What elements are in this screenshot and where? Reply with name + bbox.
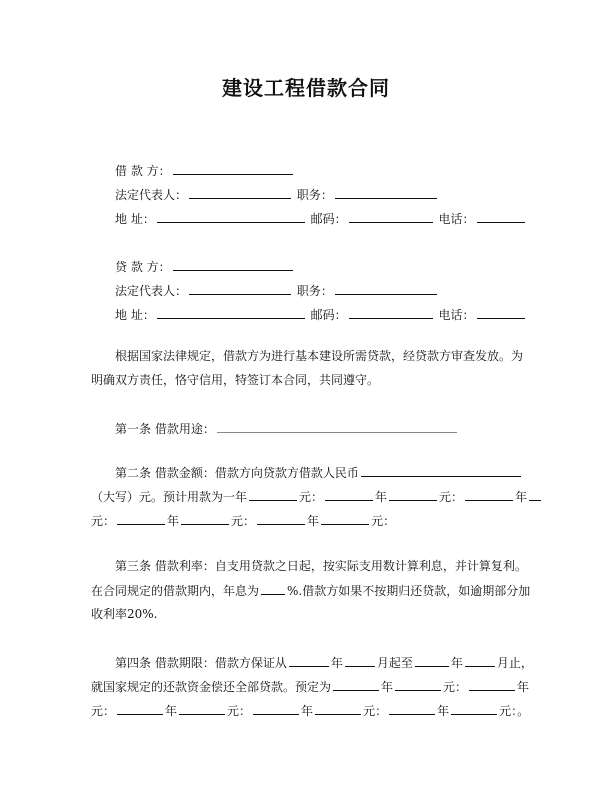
label: 元： <box>231 514 256 528</box>
label: 月止， <box>496 656 533 670</box>
label: 就国家规定的还款资金偿还全部贷款。预定为 <box>91 680 332 694</box>
label: 元： <box>371 514 396 528</box>
lender-rep-line <box>115 282 439 299</box>
label: 年 <box>381 680 394 694</box>
article-1 <box>115 420 459 437</box>
label: 元： <box>91 514 116 528</box>
borrower-phone-blank[interactable] <box>477 210 525 223</box>
blank[interactable] <box>249 488 297 501</box>
amount-blank[interactable] <box>361 464 521 477</box>
start-month-blank[interactable] <box>345 654 375 667</box>
lender-address-blank[interactable] <box>157 306 305 319</box>
blank[interactable] <box>253 702 299 715</box>
label: 年 <box>375 490 388 504</box>
label: 第二条 借款金额：借款方向贷款方借款人民币 <box>115 466 359 480</box>
label: 在合同规定的借款期内，年息为 <box>91 584 260 598</box>
label: 月起至 <box>376 656 413 670</box>
blank[interactable] <box>325 488 373 501</box>
blank[interactable] <box>117 702 163 715</box>
label: 电话： <box>438 308 475 322</box>
label: 地 址： <box>115 308 155 322</box>
borrower-name-blank[interactable] <box>173 162 293 175</box>
label: 年 <box>307 514 320 528</box>
borrower-party-line <box>115 162 295 179</box>
label: 元： <box>443 680 468 694</box>
label: 元： <box>439 490 464 504</box>
article-3-line-2 <box>91 582 530 599</box>
blank[interactable] <box>451 702 497 715</box>
blank[interactable] <box>315 702 361 715</box>
label: 地 址： <box>115 212 155 226</box>
label: 元： <box>227 704 252 718</box>
blank[interactable] <box>389 702 435 715</box>
lender-party-line <box>115 258 295 275</box>
purpose-blank[interactable] <box>217 420 457 433</box>
label: 元： <box>91 704 116 718</box>
preamble-line-2: 明确双方责任，恪守信用，特签订本合同，共同遵守。 <box>91 373 380 387</box>
label: 年 <box>517 680 530 694</box>
interest-rate-blank[interactable] <box>261 582 285 595</box>
blank[interactable] <box>321 512 369 525</box>
label: 邮码： <box>310 212 347 226</box>
blank[interactable] <box>117 512 165 525</box>
label: 年 <box>165 704 178 718</box>
end-year-blank[interactable] <box>415 654 449 667</box>
label: 电话： <box>438 212 475 226</box>
label: 年 <box>437 704 450 718</box>
blank[interactable] <box>469 678 515 691</box>
article-2-line-3 <box>91 512 395 529</box>
article-4-line-2 <box>91 678 529 695</box>
lender-phone-blank[interactable] <box>477 306 525 319</box>
label: 年 <box>450 656 463 670</box>
start-year-blank[interactable] <box>289 654 329 667</box>
article-4-line-3 <box>91 702 529 719</box>
lender-postcode-blank[interactable] <box>349 306 433 319</box>
blank[interactable] <box>465 488 513 501</box>
article-2-line-2 <box>91 488 543 505</box>
borrower-rep-line <box>115 186 439 203</box>
blank[interactable] <box>181 512 229 525</box>
label: 职务： <box>296 188 333 202</box>
label: 元：。 <box>499 704 530 718</box>
blank[interactable] <box>529 488 541 501</box>
article-4-line-1 <box>115 654 533 671</box>
end-month-blank[interactable] <box>465 654 495 667</box>
borrower-address-blank[interactable] <box>157 210 305 223</box>
label: 借 款 方： <box>115 164 171 178</box>
lender-rep-blank[interactable] <box>189 282 291 295</box>
borrower-rep-blank[interactable] <box>189 186 291 199</box>
borrower-position-blank[interactable] <box>335 186 437 199</box>
label: 年 <box>330 656 343 670</box>
label: 年 <box>167 514 180 528</box>
label: 第四条 借款期限：借款方保证从 <box>115 656 287 670</box>
document-title: 建设工程借款合同 <box>222 76 390 100</box>
label: 元： <box>363 704 388 718</box>
label: 法定代表人： <box>115 188 188 202</box>
blank[interactable] <box>179 702 225 715</box>
blank[interactable] <box>395 678 441 691</box>
article-3-line-1: 第三条 借款利率：自支用贷款之日起，按实际支用数计算利息，并计算复利。 <box>115 559 527 573</box>
lender-name-blank[interactable] <box>173 258 293 271</box>
label: 第一条 借款用途： <box>115 422 215 436</box>
label: 法定代表人： <box>115 284 188 298</box>
borrower-address-line <box>115 210 527 227</box>
blank[interactable] <box>333 678 379 691</box>
label: 年 <box>301 704 314 718</box>
label: 职务： <box>296 284 333 298</box>
blank[interactable] <box>257 512 305 525</box>
borrower-postcode-blank[interactable] <box>349 210 433 223</box>
label: （大写）元。预计用款为一年 <box>91 490 248 504</box>
blank[interactable] <box>389 488 437 501</box>
lender-position-blank[interactable] <box>335 282 437 295</box>
preamble-line-1: 根据国家法律规定，借款方为进行基本建设所需贷款，经贷款方审查发放。为 <box>115 349 524 363</box>
article-2-line-1 <box>115 464 523 481</box>
label: 贷 款 方： <box>115 260 171 274</box>
article-3-line-3: 收利率20%. <box>91 607 158 621</box>
lender-address-line <box>115 306 527 323</box>
label: 元： <box>299 490 324 504</box>
label: 年 <box>515 490 528 504</box>
label: 邮码： <box>310 308 347 322</box>
label: %.借款方如果不按期归还贷款，如逾期部分加 <box>287 584 531 598</box>
